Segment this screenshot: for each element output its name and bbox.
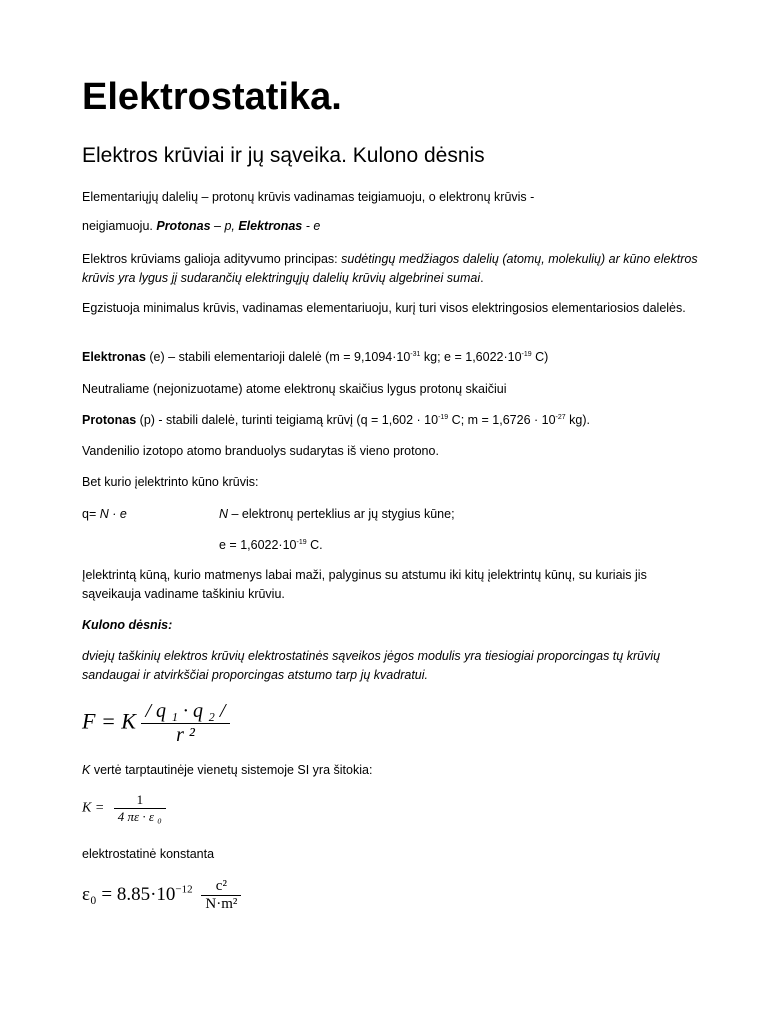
paragraph-electron: Elektronas (e) – stabili elementarioji dalelė ($m = 9,1094\cdot 10^{-31}$ kg; $e = 1,6022\cdot 10^{-19}$ C) bbox=[82, 350, 549, 364]
coulomb-law-heading: Kulono dėsnis: bbox=[82, 618, 173, 632]
paragraph-neutral-atom: Neutraliame (nejonizuotame) atome elektronų skaičius lygus protonų skaičiui bbox=[82, 382, 507, 396]
paragraph-body-charge: Bet kurio įelektrinto kūno krūvis: bbox=[82, 475, 259, 489]
paragraph-hydrogen: Vandenilio izotopo atomo branduolys sudarytas iš vieno protono. bbox=[82, 444, 439, 458]
k-constant-formula: K = $\frac{1}{\text{4 πε · ε ₀}}$ bbox=[82, 792, 166, 825]
coulomb-formula: F = K $\frac{\text{/ q ₁ · q ₂ /}}{\text{r ²}}$ bbox=[82, 700, 230, 747]
paragraph-point-charge: Įelektrintą kūną, kurio matmenys labai maži, palyginus su atstumu iki kitų įelektrintų kūnų, su kuriais jis sąveikauja vadiname taškiniu krūviu. bbox=[82, 568, 647, 601]
paragraph-additivity: Elektros krūviams galioja adityvumo principas: sudėtingų medžiagos dalelių (atomų, molekulių) ar kūno elektros krūvis yra lygus jį sudarančių elektringųjų dalelių krūvių algebrinei sumai. bbox=[82, 252, 698, 285]
epsilon-formula: $\varepsilon_0 = 8.85\cdot 10^{-12}$ $\frac{\text{c²}}{\text{N·m²}}$ bbox=[82, 878, 241, 913]
section-heading: Elektros krūviai ir jų sąveika. Kulono dėsnis bbox=[82, 144, 485, 167]
paragraph-negative: neigiamuoju. Protonas – p, Elektronas - e bbox=[82, 219, 321, 233]
paragraph-proton: Protonas (p) - stabili dalelė, turinti teigiamą krūvį ($q = 1,602 \cdot 10^{-19}$ C; $m = 1,6726 \cdot 10^{-27}$ kg). bbox=[82, 413, 590, 427]
paragraph-k-value: K vertė tarptautinėje vienetų sistemoje SI yra šitokia: bbox=[82, 763, 373, 777]
paragraph-charges: Elementariųjų dalelių – protonų krūvis vadinamas teigiamuoju, o elektronų krūvis - bbox=[82, 190, 535, 204]
page-title: Elektrostatika. bbox=[82, 76, 342, 118]
formula-charge-line: q= N · e N – elektronų perteklius ar jų stygius kūne; bbox=[82, 507, 455, 521]
paragraph-minimal-charge: Egzistuoja minimalus krūvis, vadinamas elementariuoju, kurį turi visos elektringosios elementariosios dalelės. bbox=[82, 301, 686, 315]
paragraph-electrostatic-constant: elektrostatinė konstanta bbox=[82, 847, 215, 861]
paragraph-coulomb-law: dviejų taškinių elektros krūvių elektrostatinės sąveikos jėgos modulis yra tiesiogiai proporcingas tų krūvių sandaugai ir atvirkščiai proporcingas atstumo tarp jų kvadratui. bbox=[82, 649, 661, 682]
